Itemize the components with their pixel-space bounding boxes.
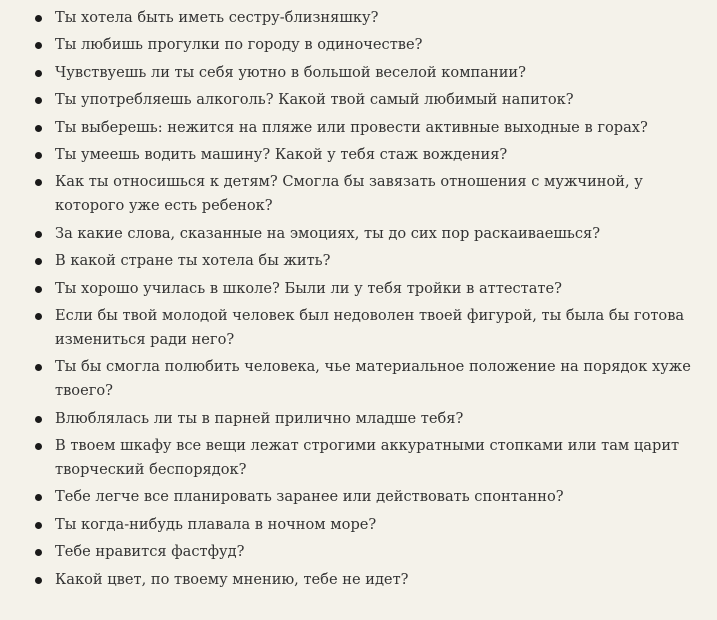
list-item [0,143,717,167]
bullet-icon [35,70,42,77]
bullet-icon [35,231,42,238]
question-text: Ты выберешь: нежится на пляже или провести активные выходные в горах? [55,118,648,136]
question-text: В твоем шкафу все вещи лежат строгими аккуратными стопками или там царит творческий беспорядок? [55,437,680,479]
list-item [0,485,717,509]
question-text: Ты употребляешь алкоголь? Какой твой самый любимый напиток? [55,91,574,109]
bullet-icon [35,549,42,556]
bullet-icon [35,42,42,49]
question-text: Ты хотела быть иметь сестру-близняшку? [55,9,379,26]
question-text: Влюблялась ли ты в парней прилично младше тебя? [55,409,464,427]
list-item [0,434,717,482]
list-item [0,568,717,592]
list-item [0,170,717,218]
bullet-icon [35,258,42,265]
question-text: Тебе нравится фастфуд? [55,543,245,561]
bullet-icon [35,152,42,159]
bullet-icon [35,577,42,584]
bullet-icon [35,125,42,132]
list-item [0,61,717,85]
question-text: Чувствуешь ли ты себя уютно в большой веселой компании? [55,63,526,81]
list-item [0,540,717,564]
bullet-icon [35,364,42,371]
question-text: Ты умеешь водить машину? Какой у тебя стаж вождения? [55,145,508,163]
list-item [0,277,717,301]
list-item [0,116,717,140]
list-item [0,304,717,352]
list-item [0,355,717,403]
question-text: Тебе легче все планировать заранее или действовать спонтанно? [55,488,564,506]
bullet-icon [35,286,42,293]
list-item [0,222,717,246]
list-item [0,88,717,112]
bullet-icon [35,443,42,450]
list-item [0,6,717,30]
question-text: Ты бы смогла полюбить человека, чье материальное положение на порядок хуже твоего? [55,358,691,400]
list-item [0,249,717,273]
question-text: Какой цвет, по твоему мнению, тебе не идет? [55,570,409,588]
bullet-icon [35,97,42,104]
question-text: В какой стране ты хотела бы жить? [55,252,331,270]
bullet-icon [35,15,42,22]
bullet-icon [35,313,42,320]
bullet-icon [35,416,42,423]
bullet-icon [35,494,42,501]
question-text: Если бы твой молодой человек был недоволен твоей фигурой, ты была бы готова измениться ради него? [55,306,685,348]
question-text: Как ты относишься к детям? Смогла бы завязать отношения с мужчиной, у которого уже есть ребенок? [55,173,643,215]
list-item [0,33,717,57]
bullet-icon [35,179,42,186]
list-item [0,407,717,431]
question-text: Ты когда-нибудь плавала в ночном море? [55,515,377,533]
question-text: За какие слова, сказанные на эмоциях, ты до сих пор раскаиваешься? [55,224,601,242]
list-item [0,513,717,537]
question-text: Ты хорошо училась в школе? Были ли у тебя тройки в аттестате? [55,279,562,297]
bullet-icon [35,522,42,529]
question-text: Ты любишь прогулки по городу в одиночестве? [55,36,423,54]
